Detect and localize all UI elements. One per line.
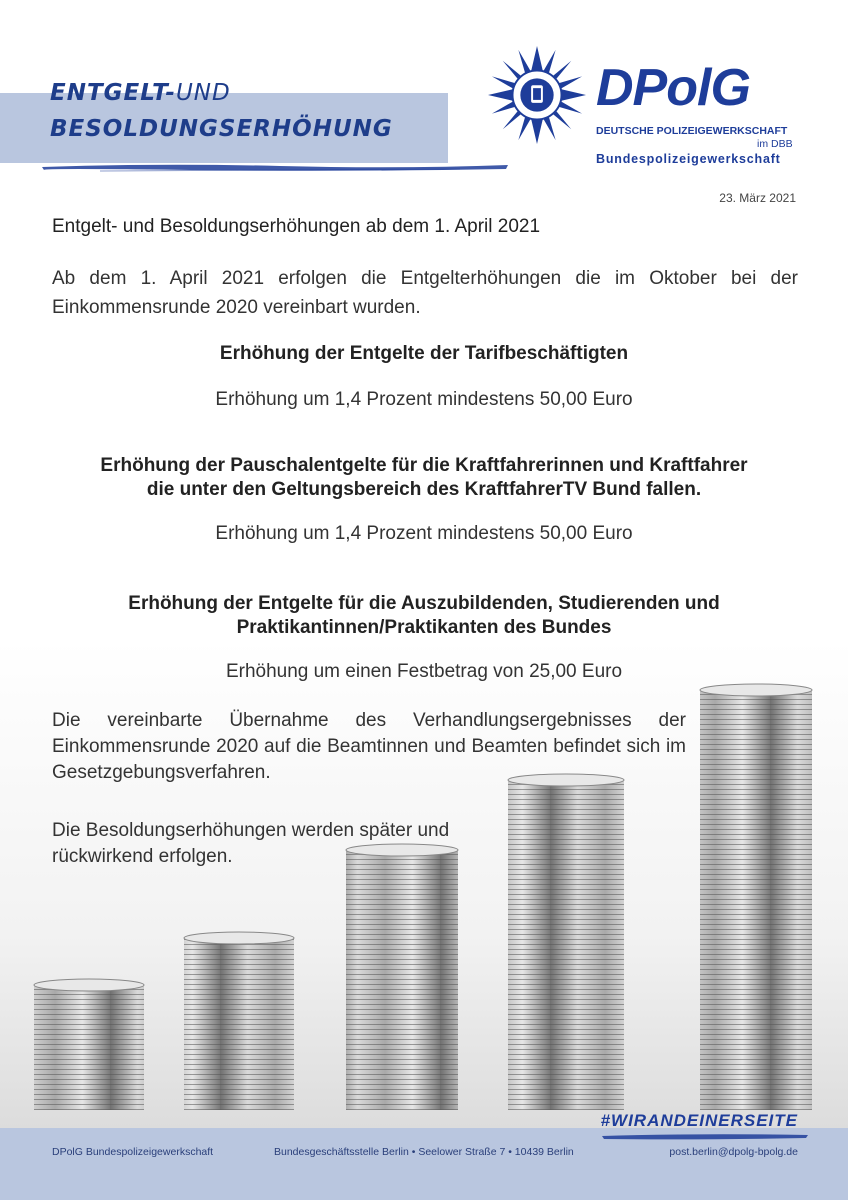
document-date: 23. März 2021 [719, 191, 796, 205]
section-text: Erhöhung um 1,4 Prozent mindestens 50,00 Euro [215, 523, 633, 544]
section-azubis [40, 592, 808, 684]
section-kraftfahrer [40, 454, 808, 546]
footer-address: Bundesgeschäftsstelle Berlin • Seelower Straße 7 • 10439 Berlin [274, 1146, 574, 1158]
police-star-badge-icon [488, 46, 586, 144]
coin-stack-2 [184, 932, 294, 1110]
page-title-line2: BESOLDUNGSERHÖHUNG [50, 116, 393, 142]
main-heading: Entgelt- und Besoldungserhöhungen ab dem 1. April 2021 [52, 216, 541, 237]
beamte-paragraph: Die vereinbarte Übernahme des Verhandlungsergebnisses der Einkommensrunde 2020 auf die Beamtinnen und Beamten befindet sich im Gesetzgebungsverfahren. [52, 710, 686, 783]
besoldung-paragraph: Die Besoldungserhöhungen werden später und rückwirkend erfolgen. [52, 820, 450, 867]
title-part2: UND [175, 80, 231, 106]
coin-stack-4 [508, 774, 624, 1110]
section-heading-line2: die unter den Geltungsbereich des KraftfahrerTV Bund fallen. [146, 479, 702, 500]
hashtag-brush-decoration [600, 1131, 810, 1141]
section-text: Erhöhung um 1,4 Prozent mindestens 50,00 Euro [215, 389, 633, 410]
logo-wordmark: DPolG [596, 59, 750, 117]
logo-subtitle: DEUTSCHE POLIZEIGEWERKSCHAFT [596, 125, 788, 137]
brush-stroke-decoration [40, 160, 510, 174]
footer-email-link[interactable]: post.berlin@dpolg-bpolg.de [669, 1146, 798, 1158]
footer-org: DPolG Bundespolizeigewerkschaft [52, 1146, 214, 1158]
section-tarif [40, 342, 808, 412]
logo-subtitle-dbb: im DBB [757, 138, 793, 150]
section-heading-line2: Praktikantinnen/Praktikanten des Bundes [236, 617, 612, 638]
intro-paragraph: Ab dem 1. April 2021 erfolgen die Entgelterhöhungen die im Oktober bei der Einkommensrunde 2020 vereinbart wurden. [52, 268, 798, 318]
section-heading: Erhöhung der Entgelte der Tarifbeschäftigten [219, 343, 629, 364]
coin-stack-3 [346, 844, 458, 1110]
coin-stack-5 [700, 684, 812, 1110]
logo-org-name: Bundespolizeigewerkschaft [596, 152, 781, 166]
hashtag: #WIRANDEINERSEITE [600, 1111, 798, 1130]
page-title-line1 [50, 80, 231, 106]
coin-stack-1 [34, 979, 144, 1110]
title-part1: ENTGELT- [50, 80, 176, 106]
section-heading-line1: Erhöhung der Entgelte für die Auszubildenden, Studierenden und [128, 593, 720, 614]
section-heading-line1: Erhöhung der Pauschalentgelte für die Kraftfahrerinnen und Kraftfahrer [100, 455, 748, 476]
section-text: Erhöhung um einen Festbetrag von 25,00 Euro [225, 661, 623, 682]
